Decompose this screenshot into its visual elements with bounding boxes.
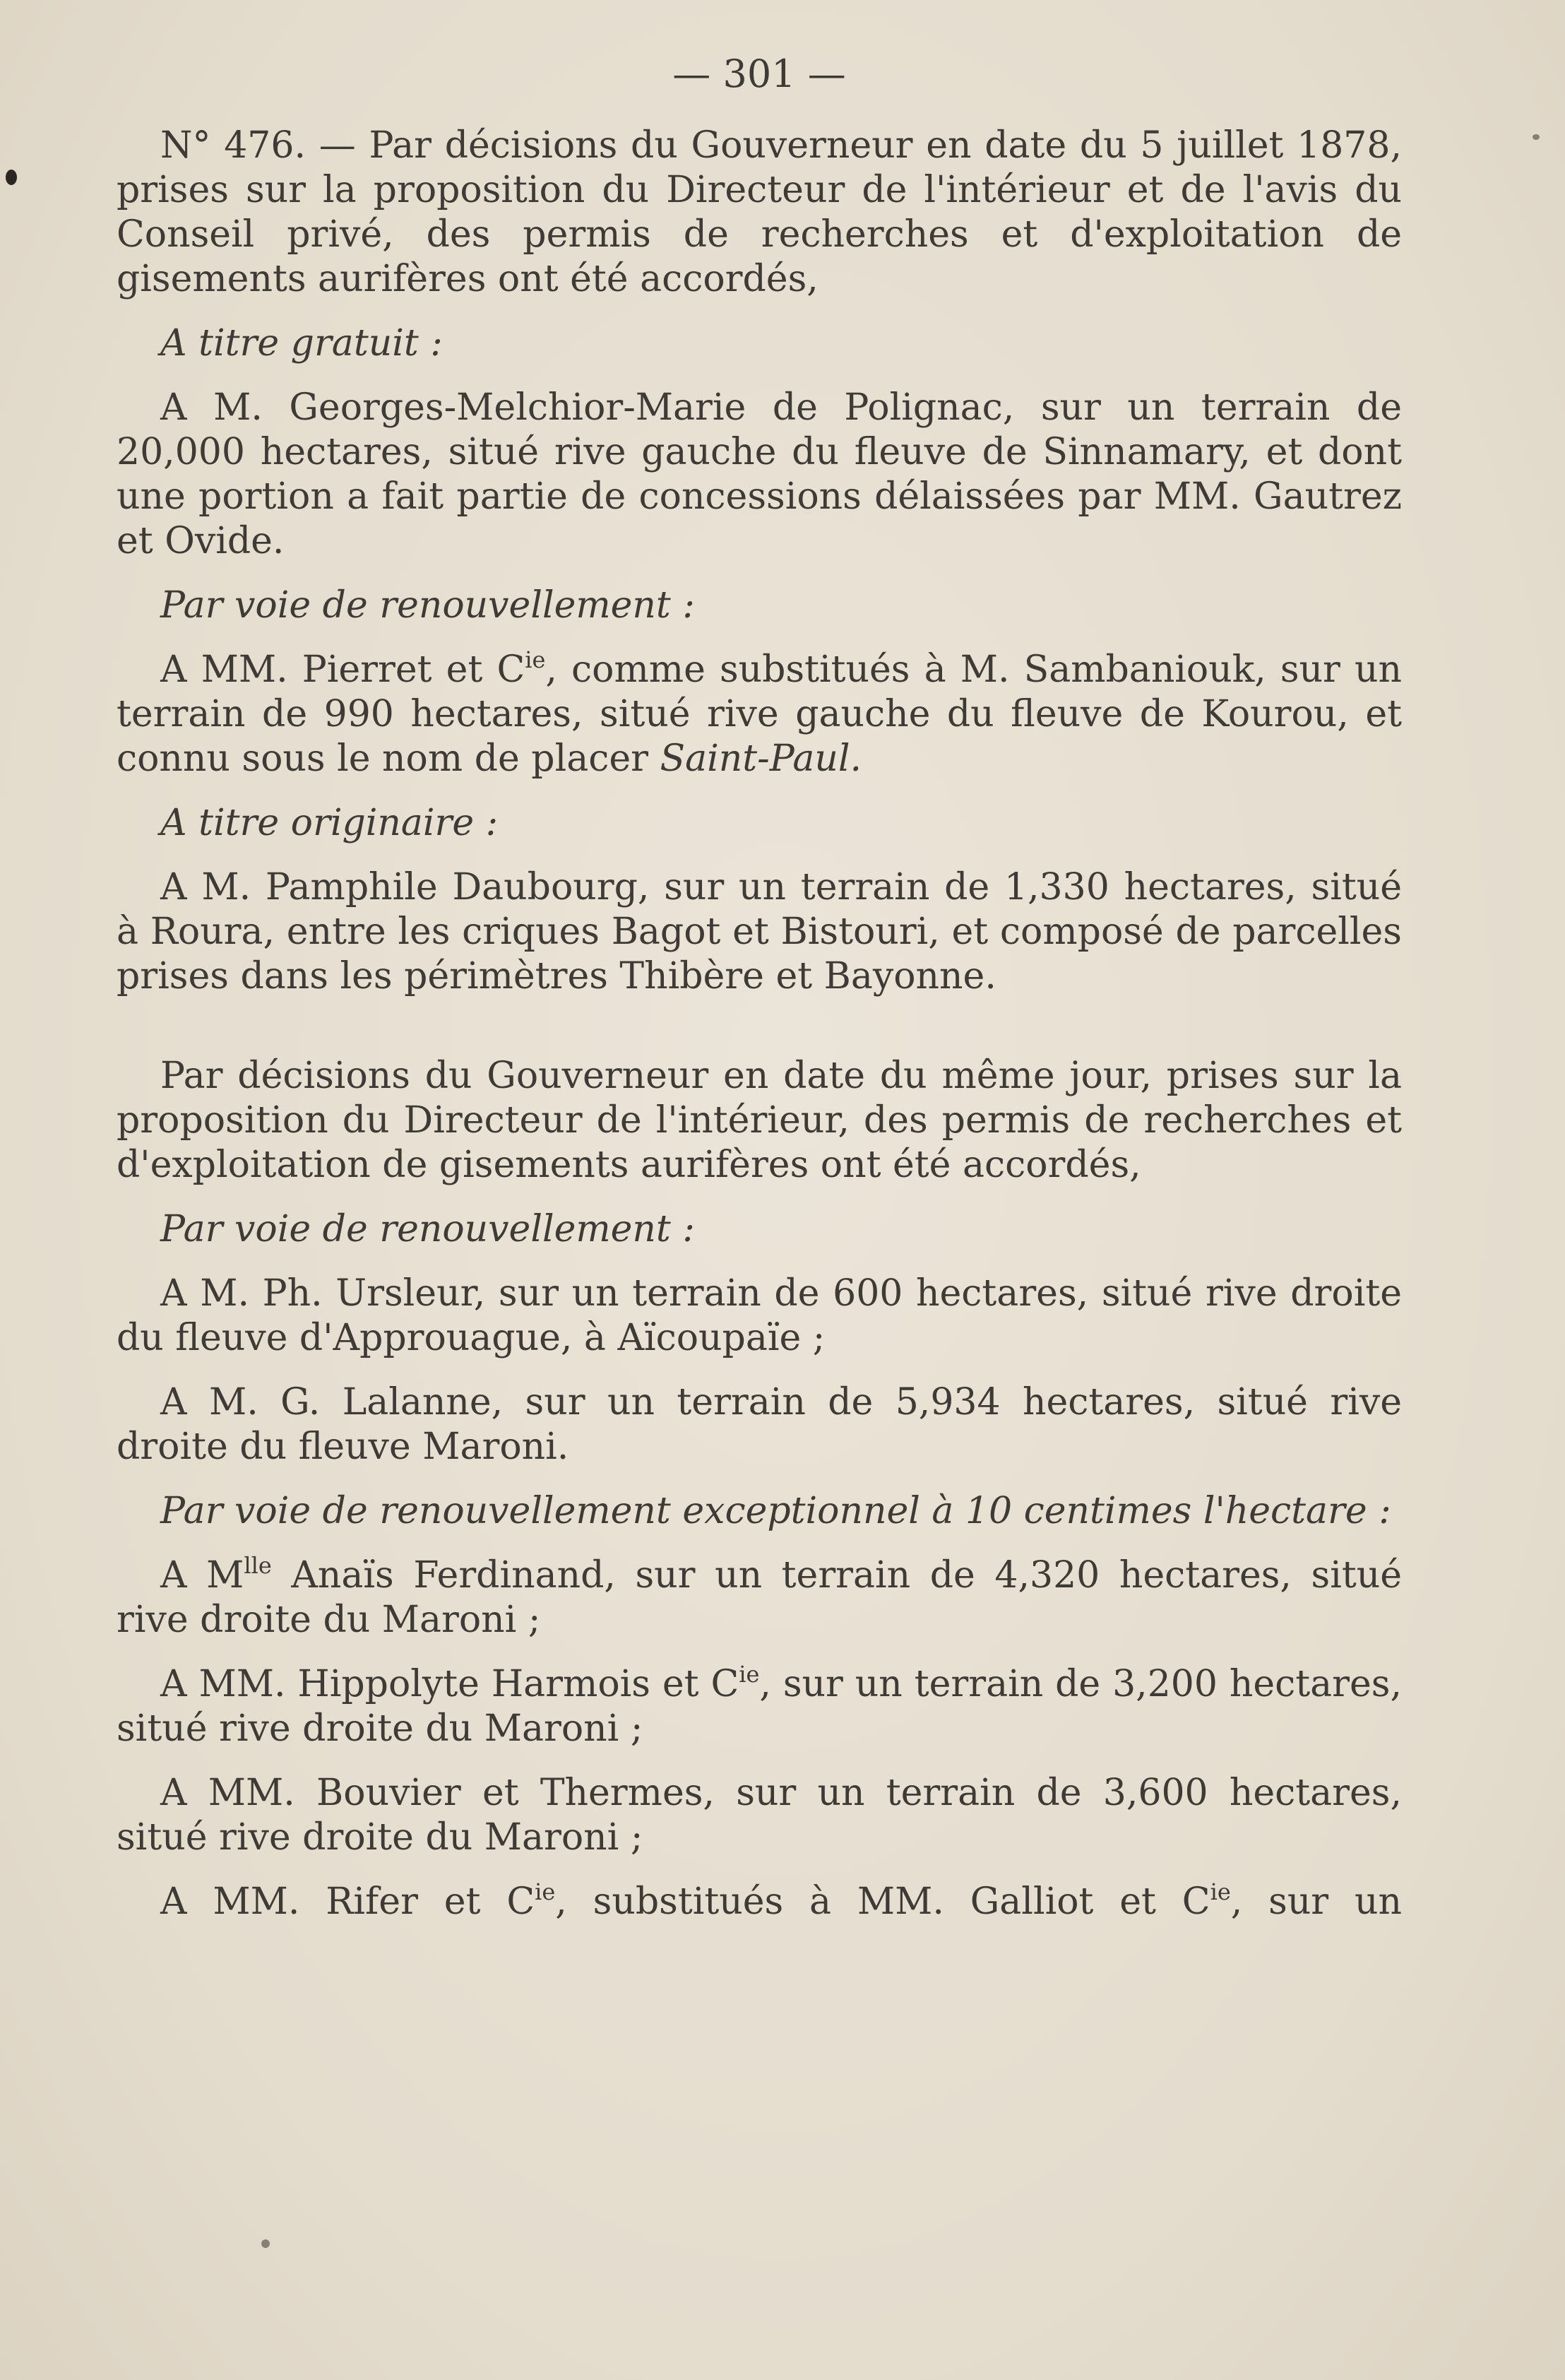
decree-paragraph: Par décisions du Gouverneur en date du même jour, prises sur la proposition du Directeur de l'intérieur, des permis de recherches et d'exploitation de gisements aurifères ont été accordés, [117, 1055, 1402, 1186]
grant-paragraph [117, 1880, 1402, 1924]
section-heading-titre-gratuit: A titre gratuit : [160, 322, 443, 365]
section-heading-renouvellement: Par voie de renouvellement : [160, 1208, 695, 1250]
document-body [117, 42, 1402, 1924]
grant-paragraph: A M. Pamphile Daubourg, sur un terrain de 1,330 hectares, situé à Roura, entre les criques Bagot et Bistouri, et composé de parcelles prises dans les périmètres Thibère et Bayonne. [117, 866, 1402, 997]
ink-speck [6, 170, 17, 185]
superscript: lle [244, 1552, 272, 1579]
grant-paragraph: A M. Georges-Melchior-Marie de Polignac, sur un terrain de 20,000 hectares, situé rive gauche du fleuve de Sinnamary, et dont une portion a fait partie de concessions délaissées par MM. Gautrez et Ovide. [117, 386, 1402, 562]
text-run: A MM. Hippolyte Harmois et C [160, 1663, 739, 1705]
text-run: , sur un terrain de 3,200 hectares, situé rive droite du Maroni ; [117, 1663, 1402, 1750]
page-number: — 301 — [672, 52, 846, 96]
ink-speck [261, 2239, 270, 2248]
text-run: A M [160, 1554, 244, 1597]
text-run: A MM. Rifer et C [160, 1881, 535, 1923]
placer-name: Saint-Paul. [660, 738, 862, 780]
section-heading-renouvellement-exceptionnel: Par voie de renouvellement exceptionnel à 10 centimes l'hectare : [160, 1490, 1391, 1532]
superscript: ie [525, 646, 546, 673]
text-run: , comme substitués à M. Sambaniouk, sur un terrain de 990 hectares, situé rive gauche du fleuve de Kourou, et connu sous le nom de placer [117, 649, 1402, 780]
grant-paragraph [117, 1553, 1402, 1642]
superscript: ie [1210, 1878, 1231, 1905]
superscript: ie [739, 1661, 760, 1688]
superscript: ie [535, 1878, 556, 1905]
grant-paragraph: A M. G. Lalanne, sur un terrain de 5,934 hectares, situé rive droite du fleuve Maroni. [117, 1381, 1402, 1468]
section-heading-titre-originaire: A titre originaire : [160, 802, 499, 844]
text-run: Anaïs Ferdinand, sur un terrain de 4,320 hectares, situé rive droite du Maroni ; [117, 1554, 1403, 1641]
grant-paragraph [117, 1662, 1402, 1751]
text-run: , sur un [1230, 1881, 1402, 1923]
text-run: , substitués à MM. Galliot et C [555, 1881, 1210, 1923]
ink-speck [1533, 134, 1540, 140]
grant-paragraph: A M. Ph. Ursleur, sur un terrain de 600 hectares, situé rive droite du fleuve d'Approuague, à Aïcoupaïe ; [117, 1272, 1402, 1359]
text-run: A MM. Pierret et C [160, 649, 525, 691]
grant-paragraph [117, 648, 1402, 781]
decree-paragraph: N° 476. — Par décisions du Gouverneur en date du 5 juillet 1878, prises sur la proposition du Directeur de l'intérieur et de l'avis du Conseil privé, des permis de recherches et d'exploitation de gisements aurifères ont été accordés, [117, 124, 1402, 300]
section-heading-renouvellement: Par voie de renouvellement : [160, 584, 695, 627]
grant-paragraph: A MM. Bouvier et Thermes, sur un terrain de 3,600 hectares, situé rive droite du Maroni ; [117, 1772, 1402, 1859]
